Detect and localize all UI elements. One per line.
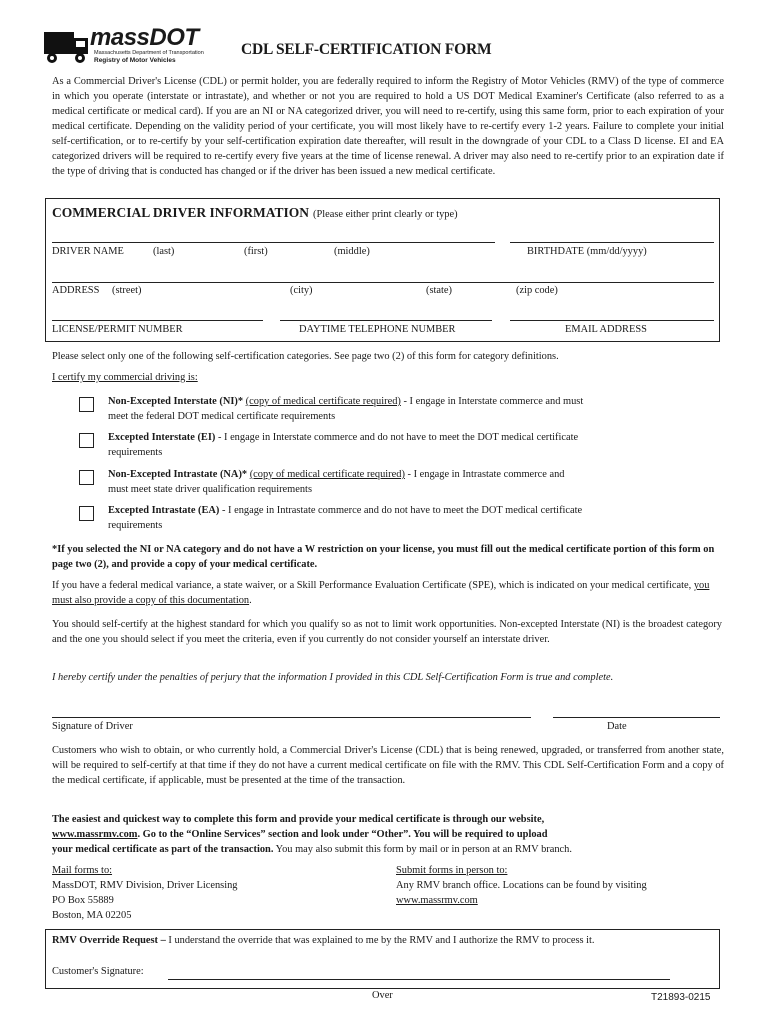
brand-division: Registry of Motor Vehicles <box>94 57 176 64</box>
website-link[interactable]: www.massrmv.com <box>52 829 138 840</box>
date-label: Date <box>607 721 627 732</box>
email-label: EMAIL ADDRESS <box>565 324 647 335</box>
checkbox-ni[interactable] <box>79 397 94 412</box>
certify-label: I certify my commercial driving is: <box>52 372 198 383</box>
category-ea-desc2: requirements <box>108 520 163 531</box>
zip-label: (zip code) <box>516 285 558 296</box>
address-line[interactable] <box>52 282 714 283</box>
city-label: (city) <box>290 285 313 296</box>
birthdate-line[interactable] <box>510 242 714 243</box>
mail-line2: PO Box 55889 <box>52 895 114 906</box>
form-code: T21893-0215 <box>651 992 711 1003</box>
over-label: Over <box>372 990 393 1001</box>
mail-line3: Boston, MA 02205 <box>52 910 132 921</box>
online-note-d: You may also submit this form by mail or in person at an RMV branch. <box>273 844 572 855</box>
brand-name: massDOT <box>90 24 199 51</box>
variance-note <box>52 578 722 608</box>
category-ni-name: Non-Excepted Interstate (NI)* <box>108 396 244 407</box>
variance-link: you must also provide a copy of this documentation <box>52 580 710 606</box>
first-name-label: (first) <box>244 246 268 257</box>
category-ei-desc: - I engage in Interstate commerce and do not have to meet the DOT medical certificate <box>215 432 579 443</box>
category-na <box>108 467 720 497</box>
address-label: ADDRESS <box>52 285 100 296</box>
category-ei <box>108 430 720 460</box>
category-ea-desc: - I engage in Intrastate commerce and do not have to meet the DOT medical certificate <box>219 505 583 516</box>
in-person-heading: Submit forms in person to: <box>396 865 508 876</box>
date-line[interactable] <box>553 717 720 718</box>
category-ni-link[interactable]: (copy of medical certificate required) <box>245 396 401 407</box>
category-ni <box>108 394 720 424</box>
intro-paragraph: As a Commercial Driver's License (CDL) or permit holder, you are federally required to inform the Registry of Motor Vehicles (RMV) of the type of commerce in which you operate (interstate or intrastate), and whether or not you are required to hold a US DOT Medical Examiner's Certificate (also referred to as a medical certificate or medical card). If you are an NI or NA categorized driver, you will need to re-certify, using this same form, prior to each expiration of your medical certificate. Depending on the validity period of your certificate, you will most likely have to re-certify every 1-2 years. Failure to complete your initial self-certification, or to re-certify by your self-certification expiration date thereafter, will result in the downgrade of your CDL to a Class D license. EI and EA categorized drivers will be required to re-certify every five years at the time of license renewal. A driver may also need to re-certify prior to an expiration date if the type of driving that is conducted has changed or if the driver has been issued a new medical certificate. <box>52 76 724 177</box>
override-body: I understand the override that was explained to me by the RMV and I authorize the RMV to process it. <box>165 935 595 946</box>
category-ei-name: Excepted Interstate (EI) <box>108 432 216 443</box>
driver-info-title: COMMERCIAL DRIVER INFORMATION <box>52 205 310 220</box>
driver-info-note: (Please either print clearly or type) <box>313 209 458 220</box>
massdot-logo <box>42 26 218 66</box>
in-person-line1: Any RMV branch office. Locations can be found by visiting <box>396 880 647 891</box>
in-person-link[interactable]: www.massrmv.com <box>396 895 478 906</box>
variance-text: If you have a federal medical variance, a state waiver, or a Skill Performance Evaluation Certificate (SPE), which is indicated on your medical certificate, <box>52 580 694 591</box>
phone-line[interactable] <box>280 320 492 321</box>
online-note <box>52 812 724 857</box>
checkbox-ea[interactable] <box>79 506 94 521</box>
select-note: Please select only one of the following self-certification categories. See page two (2) of this form for category definitions. <box>52 351 559 362</box>
license-line[interactable] <box>52 320 263 321</box>
perjury-statement: I hereby certify under the penalties of perjury that the information I provided in this CDL Self-Certification Form is true and complete. <box>52 672 614 683</box>
signature-label: Signature of Driver <box>52 721 133 732</box>
mail-section <box>52 863 372 923</box>
middle-name-label: (middle) <box>334 246 370 257</box>
category-na-desc2: must meet state driver qualification requirements <box>108 484 312 495</box>
category-ei-desc2: requirements <box>108 447 163 458</box>
online-note-a: The easiest and quickest way to complete this form and provide your medical certificate is through our website, <box>52 814 545 825</box>
driver-name-line[interactable] <box>52 242 495 243</box>
category-ni-desc2: meet the federal DOT medical certificate requirements <box>108 411 336 422</box>
driver-signature-line[interactable] <box>52 717 531 718</box>
mail-line1: MassDOT, RMV Division, Driver Licensing <box>52 880 238 891</box>
email-line[interactable] <box>510 320 714 321</box>
category-na-desc: - I engage in Intrastate commerce and <box>404 469 565 480</box>
license-label: LICENSE/PERMIT NUMBER <box>52 324 183 335</box>
customer-signature-label: Customer's Signature: <box>52 966 144 977</box>
form-title: CDL SELF-CERTIFICATION FORM <box>241 41 492 58</box>
ni-na-note: *If you selected the NI or NA category and do not have a W restriction on your license, you must fill out the medical certificate portion of this form on page two (2), and provide a copy of your medical certificate. <box>52 544 715 570</box>
category-ea-name: Excepted Intrastate (EA) <box>108 505 220 516</box>
last-name-label: (last) <box>153 246 175 257</box>
street-label: (street) <box>112 285 142 296</box>
category-ea <box>108 503 720 533</box>
brand-dept: Massachusetts Department of Transportation <box>94 50 204 56</box>
online-note-c: your medical certificate as part of the transaction. <box>52 844 274 855</box>
phone-label: DAYTIME TELEPHONE NUMBER <box>299 324 456 335</box>
online-note-b: . Go to the “Online Services” section and look under “Other”. You will be required to upload <box>137 829 548 840</box>
birthdate-label: BIRTHDATE (mm/dd/yyyy) <box>527 246 647 257</box>
driver-name-label: DRIVER NAME <box>52 246 124 257</box>
standard-note: You should self-certify at the highest standard for which you qualify so as not to limit work opportunities. Non-excepted Interstate (NI) is the broadest category and the one you should select if you meet the criteria, even if you currently do not consider yourself an interstate driver. <box>52 619 722 645</box>
driver-info-heading <box>52 204 458 222</box>
category-na-name: Non-Excepted Intrastate (NA)* <box>108 469 248 480</box>
checkbox-ei[interactable] <box>79 433 94 448</box>
truck-logo-icon <box>42 26 92 66</box>
state-label: (state) <box>426 285 452 296</box>
in-person-section <box>396 863 726 908</box>
category-na-link[interactable]: (copy of medical certificate required) <box>249 469 405 480</box>
override-heading: RMV Override Request – <box>52 935 166 946</box>
override-text <box>52 933 707 948</box>
customer-signature-line[interactable] <box>168 979 670 980</box>
checkbox-na[interactable] <box>79 470 94 485</box>
mail-heading: Mail forms to: <box>52 865 113 876</box>
variance-end: . <box>249 595 252 606</box>
category-ni-desc: - I engage in Interstate commerce and must <box>400 396 584 407</box>
customers-note: Customers who wish to obtain, or who currently hold, a Commercial Driver's License (CDL) that is being renewed, upgraded, or transferred from another state, will be required to self-certify at that time if they do not have a current medical certificate on file with the RMV. This CDL Self-Certification Form and a copy of the medical certificate, if applicable, must be presented at the time of the transaction. <box>52 745 724 786</box>
